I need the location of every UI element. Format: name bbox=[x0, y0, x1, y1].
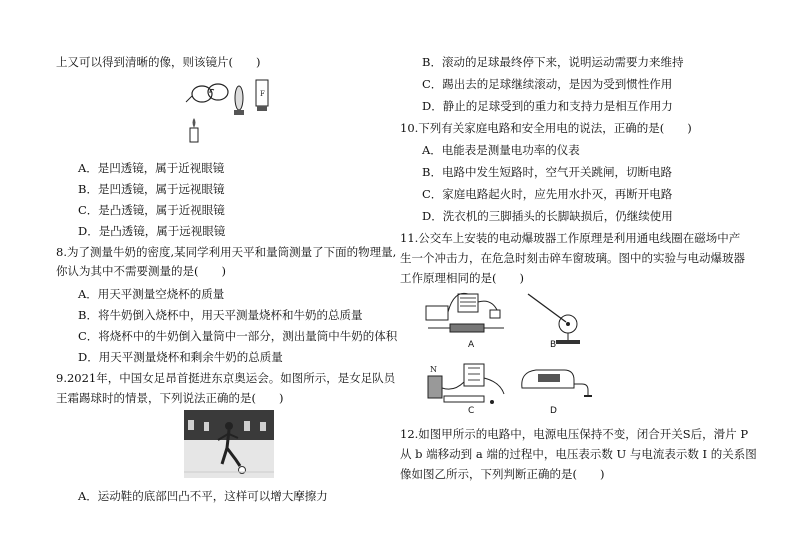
q11-stem-line-1: 11.公交车上安装的电动爆玻器工作原理是利用通电线圈在磁场中产 bbox=[400, 231, 741, 245]
right-column bbox=[400, 0, 760, 560]
q11-figure-c-label: C bbox=[468, 406, 475, 416]
q7-option-c: C．是凸透镜，属于近视眼镜 bbox=[78, 203, 225, 217]
q7-option-d: D．是凸透镜，属于远视眼镜 bbox=[78, 224, 226, 238]
q11-figure-c-pole: N bbox=[430, 365, 437, 374]
q12-stem-line-1: 12.如图甲所示的电路中，电源电压保持不变，闭合开关S后，滑片 P bbox=[400, 427, 749, 441]
q8-stem-line-1: 8.为了测量牛奶的密度,某同学利用天平和量筒测量了下面的物理量, bbox=[56, 245, 397, 259]
q9-stem-line-1: 9.2021年，中国女足昂首挺进东京奥运会。如图所示，是女足队员 bbox=[56, 371, 396, 385]
q9-option-a: A．运动鞋的底部凹凸不平，这样可以增大摩擦力 bbox=[78, 489, 328, 503]
q11-stem-line-3: 工作原理相同的是( ) bbox=[400, 271, 524, 285]
q12-stem-line-3: 像如图乙所示，下列判断正确的是( ) bbox=[400, 467, 605, 481]
q10-option-a: A．电能表是测量电功率的仪表 bbox=[422, 143, 580, 157]
q11-figure-d-label: D bbox=[550, 406, 557, 416]
q10-stem: 10.下列有关家庭电路和安全用电的说法，正确的是( ) bbox=[400, 121, 692, 135]
q7-option-a: A．是凹透镜，属于近视眼镜 bbox=[78, 161, 225, 175]
q10-option-b: B．电路中发生短路时，空气开关跳闸，切断电路 bbox=[422, 165, 672, 179]
svg-text:F: F bbox=[260, 90, 265, 98]
q9-stem-line-2: 王霜踢球时的情景，下列说法正确的是( ) bbox=[56, 391, 284, 405]
q11-figure-a-label: A bbox=[468, 340, 475, 350]
q9-option-b: B．滚动的足球最终停下来，说明运动需要力来维持 bbox=[422, 55, 684, 69]
q12-stem-line-2: 从 b 端移动到 a 端的过程中，电压表示数 U 与电流表示数 I 的关系图 bbox=[400, 447, 757, 461]
q11-figure-d bbox=[518, 360, 598, 406]
q11-figure-b bbox=[518, 288, 588, 346]
q8-option-c: C．将烧杯中的牛奶倒入量筒中一部分，测出量筒中牛奶的体积 bbox=[78, 329, 398, 343]
left-column bbox=[56, 0, 416, 560]
q10-option-d: D．洗衣机的三脚插头的长脚缺损后，仍继续使用 bbox=[422, 209, 673, 223]
q8-option-a: A．用天平测量空烧杯的质量 bbox=[78, 287, 225, 301]
q7-lens-figure bbox=[184, 76, 274, 146]
q8-stem-line-2: 你认为其中不需要测量的是( ) bbox=[56, 264, 226, 278]
q8-option-b: B．将牛奶倒入烧杯中，用天平测量烧杯和牛奶的总质量 bbox=[78, 308, 363, 322]
q7-option-b: B．是凹透镜，属于远视眼镜 bbox=[78, 182, 225, 196]
q8-option-d: D．用天平测量烧杯和剩余牛奶的总质量 bbox=[78, 350, 283, 364]
q10-option-c: C．家庭电路起火时，应先用水扑灭，再断开电路 bbox=[422, 187, 673, 201]
q11-figure-c bbox=[424, 358, 514, 410]
q11-stem-line-2: 生一个冲击力，在危急时刻击碎车窗玻璃。图中的实验与电动爆玻器 bbox=[400, 251, 745, 265]
q9-option-c: C．踢出去的足球继续滚动，是因为受到惯性作用 bbox=[422, 77, 673, 91]
q11-figure-b-label: B bbox=[550, 340, 557, 350]
q7-stem-tail: 上又可以得到清晰的像，则该镜片( ) bbox=[56, 55, 261, 69]
q9-option-d: D．静止的足球受到的重力和支持力是相互作用力 bbox=[422, 99, 673, 113]
q9-soccer-photo bbox=[184, 410, 274, 478]
q11-figure-a bbox=[420, 288, 510, 346]
